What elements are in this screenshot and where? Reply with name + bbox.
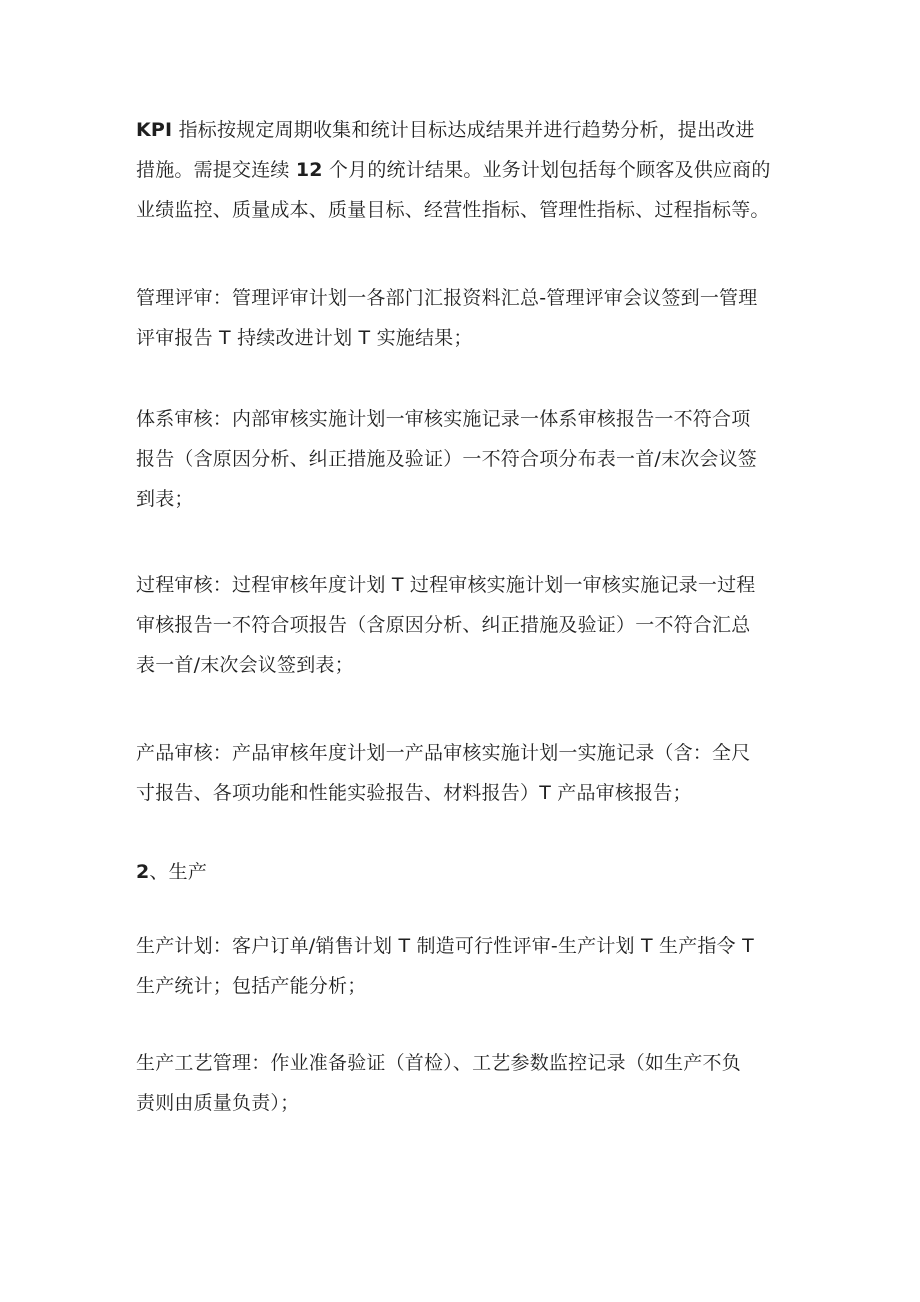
product-audit-paragraph <box>136 733 796 813</box>
kpi-line-1-text: 指标按规定周期收集和统计目标达成结果并进行趋势分析，提出改进 <box>172 119 755 141</box>
process-audit-line-2: 审核报告一不符合项报告（含原因分析、纠正措施及验证）一不符合汇总 <box>136 614 751 636</box>
system-audit-line-1: 体系审核：内部审核实施计划一审核实施记录一体系审核报告一不符合项 <box>136 408 751 430</box>
kpi-line-1 <box>136 110 796 150</box>
system-audit-line-2: 报告（含原因分析、纠正措施及验证）一不符合项分布表一首/末次会议签 <box>136 448 758 470</box>
system-audit-line-3: 到表； <box>136 488 194 510</box>
section-heading-line <box>136 852 796 892</box>
process-audit-paragraph <box>136 565 796 685</box>
production-plan-paragraph <box>136 926 796 1006</box>
section-heading-production <box>136 852 796 892</box>
product-audit-line-1: 产品审核：产品审核年度计划一产品审核实施计划一实施记录（含：全尺 <box>136 742 751 764</box>
management-review-paragraph <box>136 278 796 358</box>
system-audit-paragraph <box>136 399 796 519</box>
kpi-line-2-b: 个月的统计结果。业务计划包括每个顾客及供应商的 <box>322 159 771 181</box>
kpi-line-2-a: 措施。需提交连续 <box>136 159 296 181</box>
kpi-line-3: 业绩监控、质量成本、质量目标、经营性指标、管理性指标、过程指标等。 <box>136 199 770 221</box>
section-number: 2 <box>136 861 150 883</box>
management-review-line-2: 评审报告 T 持续改进计划 T 实施结果； <box>136 327 473 349</box>
process-audit-line-3: 表一首/末次会议签到表； <box>136 654 354 676</box>
production-plan-line-1: 生产计划：客户订单/销售计划 T 制造可行性评审-生产计划 T 生产指令 T <box>136 935 754 957</box>
production-plan-line-2: 生产统计；包括产能分析； <box>136 975 367 997</box>
section-title: 、生产 <box>149 861 208 883</box>
kpi-line-2 <box>136 150 796 190</box>
product-audit-line-2: 寸报告、各项功能和性能实验报告、材料报告）T 产品审核报告； <box>136 782 692 804</box>
process-audit-line-1: 过程审核：过程审核年度计划 T 过程审核实施计划一审核实施记录一过程 <box>136 574 756 596</box>
process-management-line-2: 责则由质量负责）； <box>136 1092 300 1114</box>
process-management-paragraph <box>136 1043 796 1123</box>
kpi-lead: KPI <box>136 119 173 141</box>
process-management-line-1: 生产工艺管理：作业准备验证（首检）、工艺参数监控记录（如生产不负 <box>136 1052 741 1074</box>
kpi-paragraph <box>136 110 796 230</box>
kpi-months-number: 12 <box>295 159 323 181</box>
management-review-line-1: 管理评审：管理评审计划一各部门汇报资料汇总-管理评审会议签到一管理 <box>136 287 758 309</box>
